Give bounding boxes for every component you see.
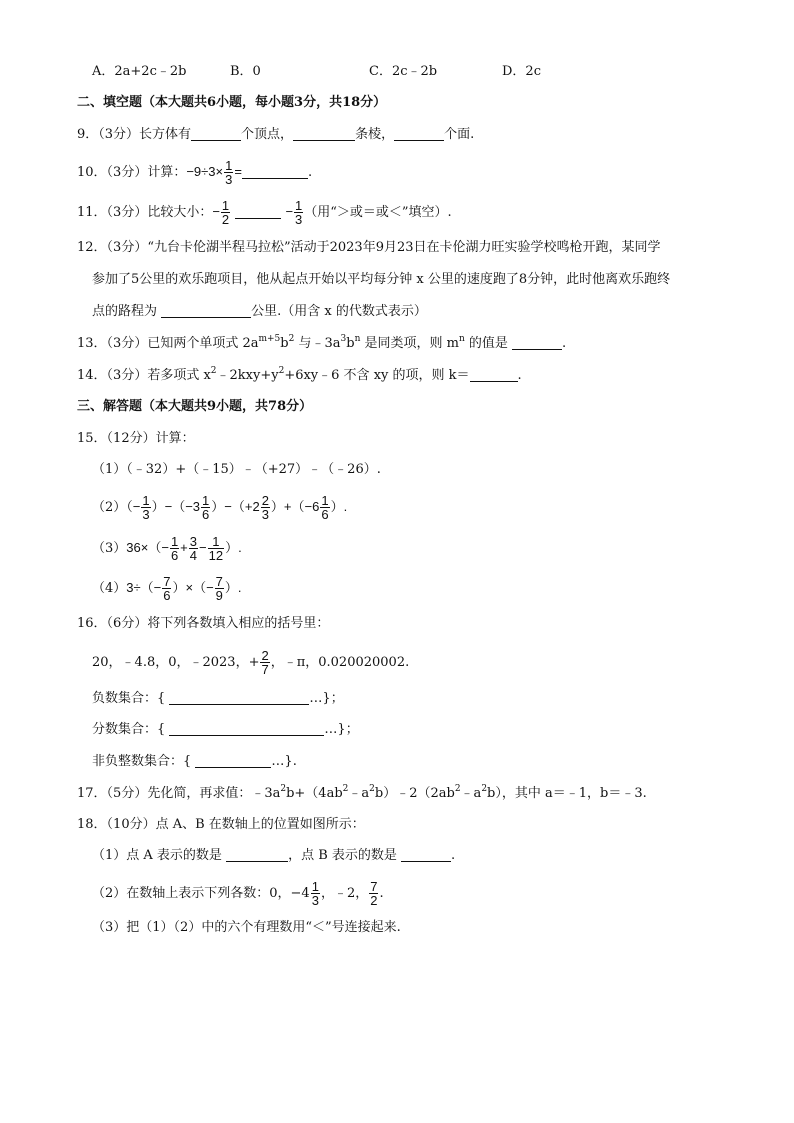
question-15-part-4: （4）3÷（− $\frac{7}{6}$ ）×（− $\frac{7}{9}$ ）.: [92, 574, 242, 603]
question-16-numbers: 20，﹣4.8，0，﹣2023，+ $\frac{2}{7}$ ，﹣π，0.020020002.: [92, 648, 410, 677]
question-13: 13．（3分）已知两个单项式 $2a^{m+5}b^2$ 与$﹣3a^3b^n$ 是同类项，则 $m^n$ 的值是 .: [77, 334, 567, 351]
q8-option-d: D．2c: [502, 64, 541, 79]
negative-number-set: 负数集合：{ …}；: [92, 691, 344, 706]
fraction: $\frac{1}{3}$: [142, 493, 150, 522]
fraction-set: 分数集合：{ …}；: [92, 722, 359, 737]
fraction: $\frac{1}{12}$: [208, 534, 224, 563]
question-16: 16．（6分）将下列各数填入相应的括号里：: [77, 616, 330, 631]
question-15-part-3: （3）36×（− $\frac{1}{6}$ + $\frac{3}{4}$ − $\frac{1}{12}$ ）.: [92, 534, 242, 563]
fraction: $\frac{1}{6}$: [321, 493, 329, 522]
fraction: $\frac{1}{6}$: [202, 493, 210, 522]
fraction: $\frac{3}{4}$: [189, 534, 197, 563]
answer-blank[interactable]: [235, 204, 281, 219]
section-3-heading: 三、解答题（本大题共9小题，共78分）: [77, 399, 313, 414]
fraction: $\frac{1}{3}$: [295, 198, 303, 227]
question-15: 15．（12分）计算：: [77, 431, 195, 446]
answer-blank[interactable]: [293, 126, 355, 141]
answer-blank[interactable]: [470, 367, 518, 382]
answer-blank[interactable]: [191, 126, 241, 141]
question-11: 11．（3分）比较大小：− $\frac{1}{2}$ − $\frac{1}{3}$ （用“＞或＝或＜”填空）.: [77, 198, 452, 227]
non-negative-integer-set: 非负整数集合：{ …}.: [92, 754, 297, 769]
question-18-part-2: （2）在数轴上表示下列各数：0，−4 $\frac{1}{3}$ ，﹣2， $\frac{7}{2}$ .: [92, 879, 384, 908]
question-17: 17．（5分）先化简，再求值：$﹣3a^2b+(4ab^2﹣a^2b)﹣2(2ab^2﹣a^2b)$，其中 a＝﹣1，b＝﹣3.: [77, 784, 647, 801]
question-9: 9．（3分）长方体有 个顶点， 条棱， 个面.: [77, 127, 475, 142]
q8-option-a: A．2a+2c﹣2b: [92, 64, 187, 79]
fraction: $\frac{7}{2}$: [370, 879, 378, 908]
question-12-line-1: 12．（3分）“九台卡伦湖半程马拉松”活动于2023年9月23日在卡伦湖力旺实验学校鸣枪开跑，某同学: [77, 240, 661, 255]
q8-option-b: B．0: [230, 64, 261, 79]
question-12-line-2: 参加了5公里的欢乐跑项目，他从起点开始以平均每分钟 x 公里的速度跑了8分钟，此时他离欢乐跑终: [92, 272, 671, 287]
fraction: $\frac{2}{3}$: [261, 493, 269, 522]
question-14: 14．（3分）若多项式 $x^2﹣2kxy+y^2+6xy﹣6$ 不含 xy 的项，则 k＝ .: [77, 366, 522, 383]
question-18-part-3: （3）把（1）（2）中的六个有理数用“＜”号连接起来.: [92, 920, 401, 935]
answer-blank[interactable]: [169, 721, 324, 736]
section-2-heading: 二、填空题（本大题共6小题，每小题3分，共18分）: [77, 95, 387, 110]
fraction: $\frac{1}{3}$: [311, 879, 319, 908]
answer-blank[interactable]: [242, 164, 308, 179]
question-12-line-3: 点的路程为 公里.（用含 x 的代数式表示）: [92, 304, 427, 319]
answer-blank[interactable]: [394, 126, 444, 141]
answer-blank[interactable]: [226, 847, 288, 862]
fraction: $\frac{1}{2}$: [221, 198, 230, 227]
answer-blank[interactable]: [401, 847, 451, 862]
fraction: $\frac{2}{7}$: [261, 648, 269, 677]
question-18-part-1: （1）点 A 表示的数是 ，点 B 表示的数是 .: [92, 848, 456, 863]
question-15-part-2: （2）（− $\frac{1}{3}$ ）−（−3 $\frac{1}{6}$ ）−（+2 $\frac{2}{3}$ ）+（−6 $\frac{1}{6}$ ）.: [92, 493, 348, 522]
answer-blank[interactable]: [161, 303, 251, 318]
question-18: 18．（10分）点 A、B 在数轴上的位置如图所示：: [77, 817, 365, 832]
fraction: $\frac{7}{6}$: [163, 574, 171, 603]
question-10: 10．（3分）计算：−9÷3× $\frac{1}{3}$ = .: [77, 158, 313, 187]
answer-blank[interactable]: [512, 335, 562, 350]
question-15-part-1: （1）（﹣32）+（﹣15）﹣（+27）﹣（﹣26）.: [92, 462, 381, 477]
fraction: $\frac{1}{3}$: [225, 158, 233, 187]
answer-blank[interactable]: [195, 753, 271, 768]
answer-blank[interactable]: [169, 690, 309, 705]
fraction: $\frac{1}{6}$: [170, 534, 179, 563]
fraction: $\frac{7}{9}$: [215, 574, 223, 603]
q8-option-c: C．2c﹣2b: [369, 64, 438, 79]
